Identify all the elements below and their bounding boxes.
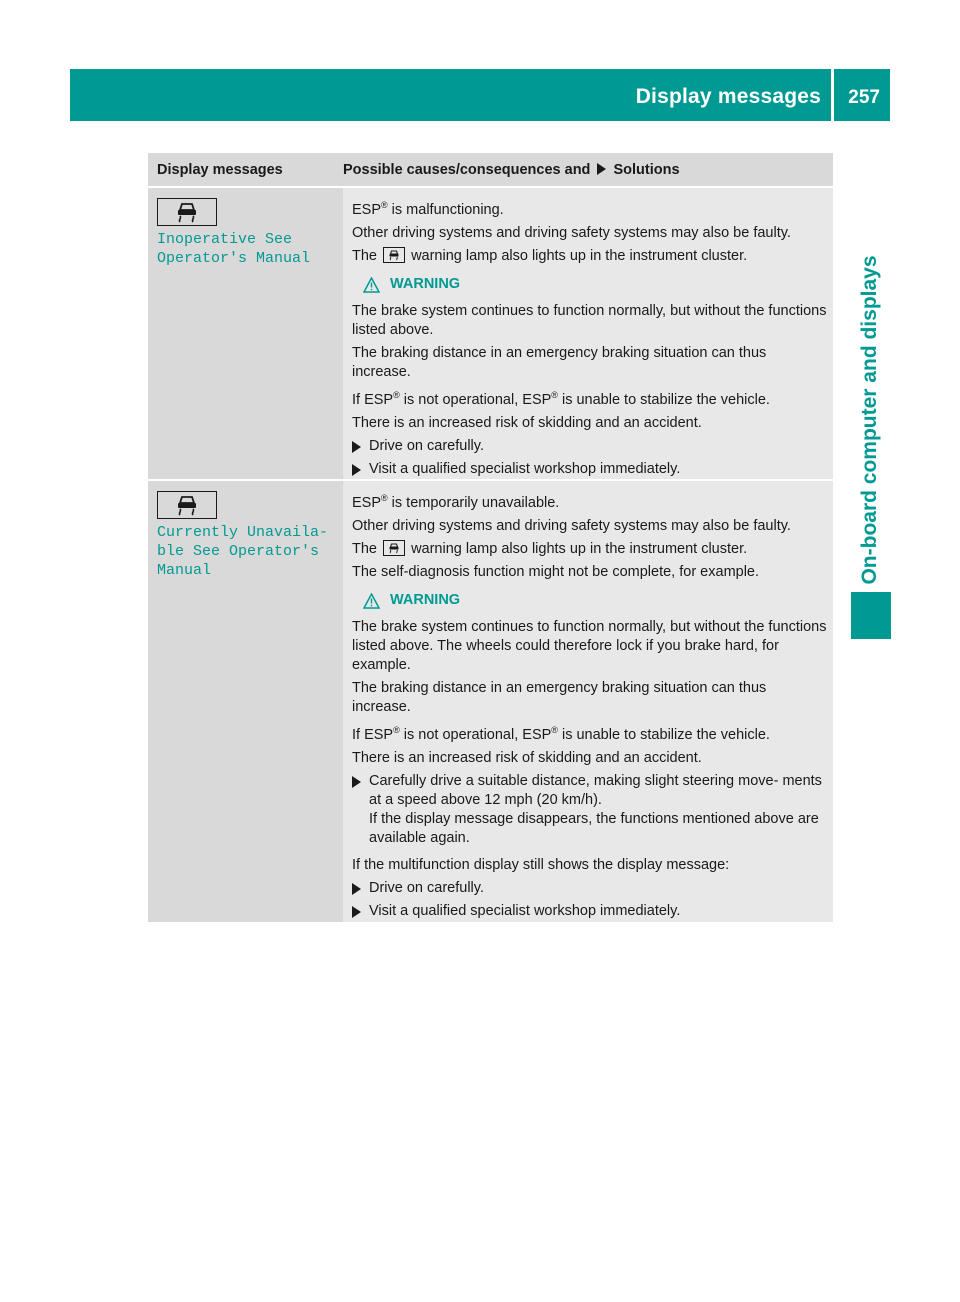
esp-label: ESP [352,202,382,218]
triangle-bullet-icon [352,879,369,898]
lamp-text-post: warning lamp also lights up in the instrument cluster. [411,541,748,557]
display-message-text-line: Inoperative See [157,231,293,248]
self-diagnosis-text: The self-diagnosis function might not be complete, for example. [352,564,760,580]
display-messages-table [148,153,833,924]
warning-heading [363,275,829,294]
step-text: Visit a qualified specialist workshop immediately. [369,461,681,477]
display-message-text-line: ble See Operator's [157,543,320,560]
list-item [352,902,829,921]
esp-text-c: is unable to stabilize the vehicle. [557,392,770,408]
brake-system-text: The brake system continues to function normally, but without the functions listed above. [352,303,827,338]
esp-label: ESP [352,495,382,511]
step-text: Drive on carefully. [369,438,484,454]
column-header-causes-text: Possible causes/consequences and [343,162,591,178]
causes-solutions-cell [343,481,833,922]
section-side-tab-label: On-board computer and displays [858,255,881,585]
esp-text-b: is not operational, ESP [399,392,552,408]
step-text: Visit a qualified specialist workshop immediately. [369,903,681,919]
table-row [148,481,833,924]
esp-status-text [352,489,829,513]
other-systems-text: Other driving systems and driving safety systems may also be faulty. [352,225,791,241]
page-number: 257 [848,87,880,108]
triangle-bullet-icon [352,437,369,456]
triangle-bullet-icon [352,772,369,848]
header-separator [831,69,834,121]
warning-triangle-icon [363,277,380,293]
list-item [352,460,829,479]
table-row [148,188,833,481]
triangle-bullet-icon [352,902,369,921]
esp-status-text [352,196,829,220]
still-shows-text: If the multifunction display still shows the display message: [352,857,730,873]
risk-text: There is an increased risk of skidding and an accident. [352,415,702,431]
display-message-text-line: Operator's Manual [157,250,311,267]
braking-distance-text: The braking distance in an emergency braking situation can thus increase. [352,345,767,380]
esp-status: is temporarily unavailable. [387,495,560,511]
esp-text-a: If ESP [352,392,394,408]
esp-text-b: is not operational, ESP [399,727,552,743]
registered-mark: ® [393,725,400,735]
display-message-text-line: Currently Unavaila‐ [157,524,329,541]
skidding-car-icon [383,540,405,556]
other-systems-text: Other driving systems and driving safety systems may also be faulty. [352,518,791,534]
list-item [352,772,829,848]
warning-triangle-icon [363,593,380,609]
esp-not-operational-text [352,721,829,745]
display-message-text-line: Manual [157,562,212,579]
registered-mark: ® [551,390,558,400]
lamp-text-pre: The [352,248,377,264]
section-side-tab-marker [851,592,891,639]
lamp-text-post: warning lamp also lights up in the instrument cluster. [411,248,748,264]
esp-status: is malfunctioning. [387,202,504,218]
skidding-car-icon [157,198,217,226]
page-header-title: Display messages [635,85,821,108]
esp-not-operational-text [352,386,829,410]
warning-label: WARNING [390,276,461,292]
causes-solutions-cell [343,188,833,479]
step-text: Carefully drive a suitable distance, making slight steering move‐ ments at a speed above 12 mph (20 km/h). [369,773,822,808]
registered-mark: ® [381,493,388,503]
display-message-cell [148,481,343,922]
warning-label: WARNING [390,592,461,608]
triangle-bullet-icon [352,460,369,479]
column-header-solutions-text: Solutions [613,162,680,178]
page-header-bar [70,69,890,121]
display-message-cell [148,188,343,479]
list-item [352,437,829,456]
braking-distance-text: The braking distance in an emergency braking situation can thus increase. [352,680,767,715]
skidding-car-icon [383,247,405,263]
risk-text: There is an increased risk of skidding and an accident. [352,750,702,766]
column-header-display-messages: Display messages [157,162,283,178]
list-item [352,879,829,898]
warning-lamp-text [352,540,829,559]
registered-mark: ® [551,725,558,735]
triangle-bullet-icon [597,163,606,175]
step-result-text: If the display message disappears, the functions mentioned above are available again. [369,811,819,846]
warning-lamp-text [352,247,829,266]
skidding-car-icon [157,491,217,519]
brake-system-text: The brake system continues to function normally, but without the functions listed above. The wheels could therefore lock if you brake hard, for example. [352,619,827,673]
column-header-causes-solutions [343,153,680,186]
table-header-row [148,153,833,188]
registered-mark: ® [393,390,400,400]
step-text-block [369,772,829,848]
registered-mark: ® [381,200,388,210]
step-text: Drive on carefully. [369,880,484,896]
esp-text-c: is unable to stabilize the vehicle. [557,727,770,743]
warning-heading [363,591,829,610]
esp-text-a: If ESP [352,727,394,743]
lamp-text-pre: The [352,541,377,557]
